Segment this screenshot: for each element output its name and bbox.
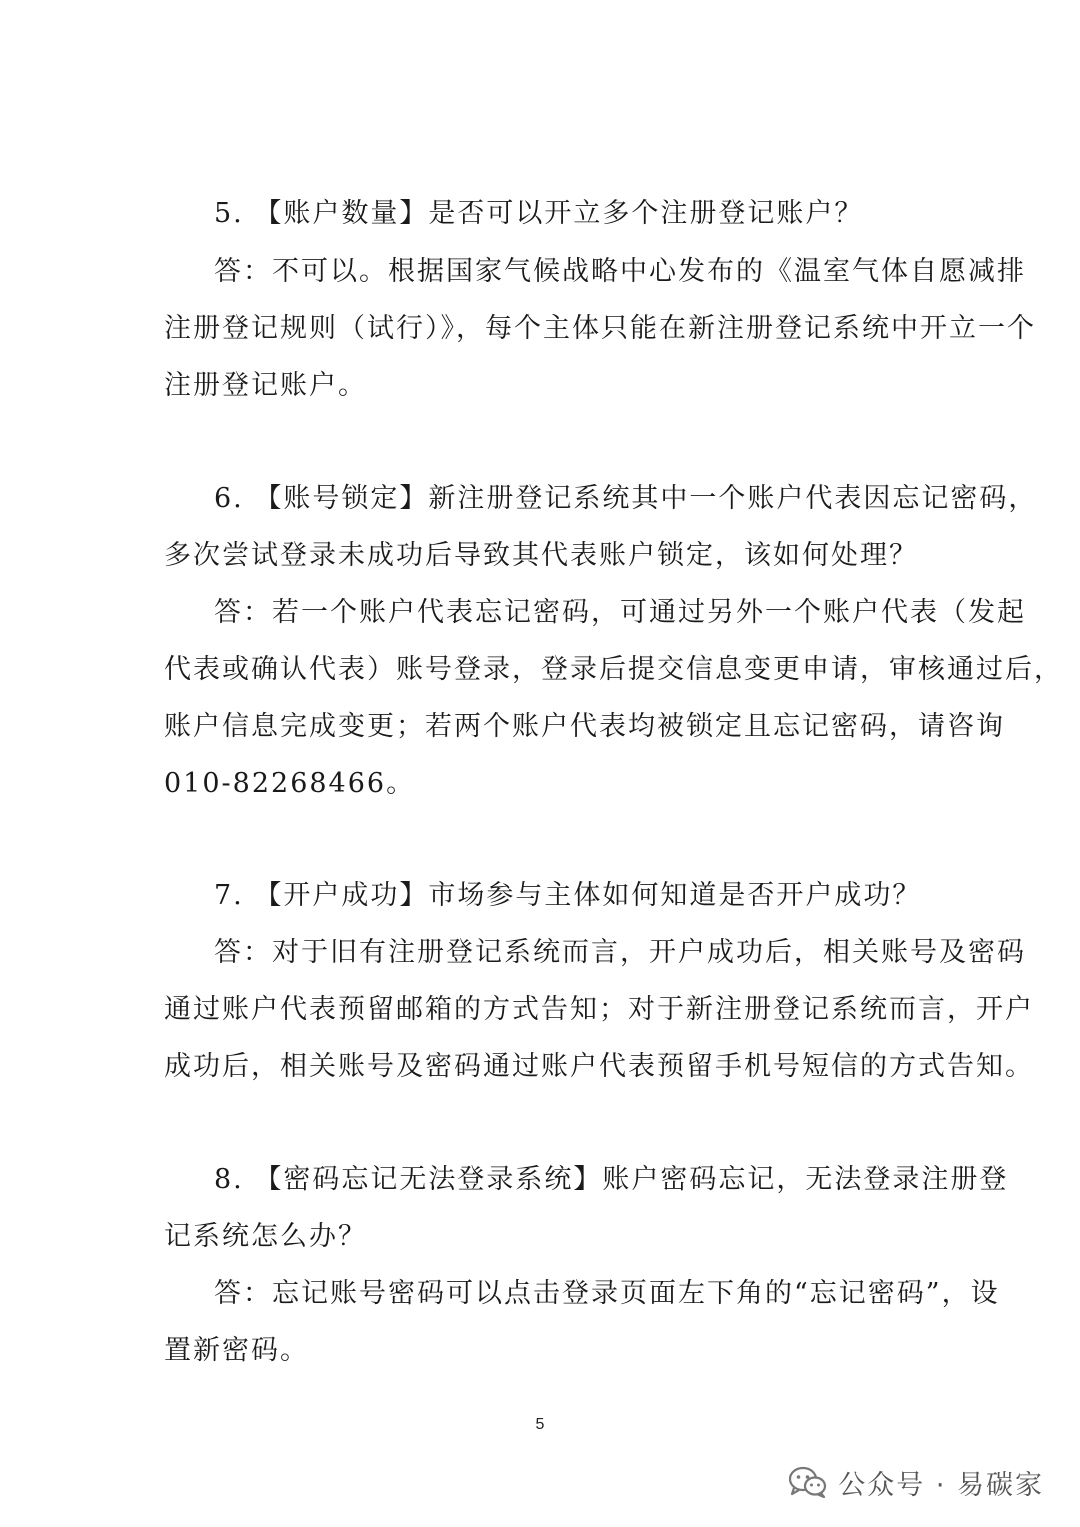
answer-6-line-3: 账户信息完成变更；若两个账户代表均被锁定且忘记密码，请咨询 bbox=[164, 711, 1005, 742]
answer-5-line-3: 注册登记账户。 bbox=[164, 370, 367, 401]
answer-8-line-2: 置新密码。 bbox=[164, 1335, 309, 1366]
watermark-text: 公众号 · 易碳家 bbox=[838, 1469, 1044, 1501]
watermark bbox=[788, 1460, 1044, 1504]
question-6-line-2: 多次尝试登录未成功后导致其代表账户锁定，该如何处理？ bbox=[164, 540, 918, 571]
answer-5-line-1: 答：不可以。根据国家气候战略中心发布的《温室气体自愿减排 bbox=[214, 256, 1026, 287]
wechat-icon bbox=[788, 1466, 828, 1498]
answer-6-line-2: 代表或确认代表）账号登录，登录后提交信息变更申请，审核通过后， bbox=[164, 654, 1063, 685]
question-5: 5. 【账户数量】是否可以开立多个注册登记账户？ bbox=[214, 198, 864, 229]
page-number: 5 bbox=[535, 1416, 545, 1433]
answer-7-line-3: 成功后，相关账号及密码通过账户代表预留手机号短信的方式告知。 bbox=[164, 1051, 1034, 1082]
answer-6-line-1: 答：若一个账户代表忘记密码，可通过另外一个账户代表（发起 bbox=[214, 597, 1026, 628]
answer-5-line-2: 注册登记规则（试行）》，每个主体只能在新注册登记系统中开立一个 bbox=[164, 313, 1036, 344]
question-8-line-2: 记系统怎么办？ bbox=[164, 1221, 367, 1252]
answer-7-line-2: 通过账户代表预留邮箱的方式告知；对于新注册登记系统而言，开户 bbox=[164, 994, 1034, 1025]
question-7: 7. 【开户成功】市场参与主体如何知道是否开户成功？ bbox=[214, 880, 922, 911]
answer-6-line-4: 010-82268466。 bbox=[164, 768, 416, 799]
question-8-line-1: 8. 【密码忘记无法登录系统】账户密码忘记，无法登录注册登 bbox=[214, 1164, 1009, 1195]
answer-7-line-1: 答：对于旧有注册登记系统而言，开户成功后，相关账号及密码 bbox=[214, 937, 1026, 968]
question-6-line-1: 6. 【账号锁定】新注册登记系统其中一个账户代表因忘记密码， bbox=[214, 483, 1038, 514]
answer-8-line-1: 答：忘记账号密码可以点击登录页面左下角的“忘记密码”，设 bbox=[214, 1278, 1000, 1309]
